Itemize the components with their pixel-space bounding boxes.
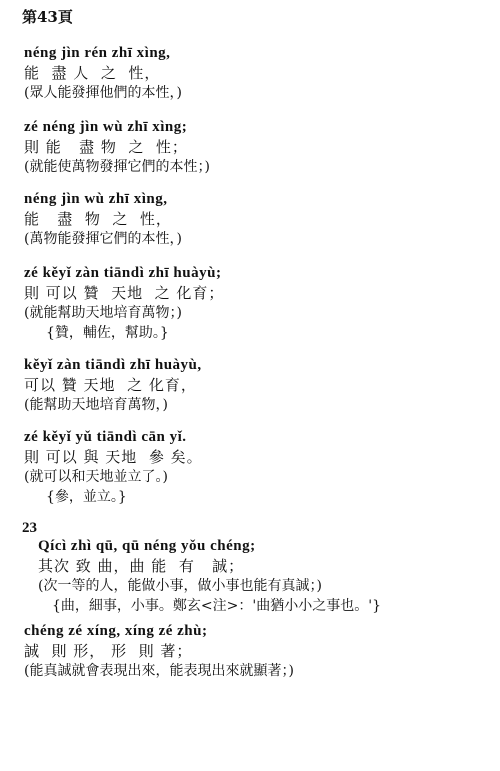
translation-line: (就能幫助天地培育萬物；)	[24, 305, 182, 321]
section-number: 23	[22, 520, 37, 536]
verse-block-1	[24, 44, 182, 103]
pinyin-line: néng jìn rén zhī xìng,	[24, 45, 171, 61]
section-block-2	[24, 622, 294, 681]
chinese-line: 能 盡 人 之 性，	[24, 64, 161, 82]
verse-block-3	[24, 190, 182, 249]
pinyin-line: néng jìn wù zhī xìng,	[24, 191, 168, 207]
page-number: 第43頁	[22, 8, 73, 26]
chinese-line: 則 能 盡 物 之 性；	[24, 138, 188, 156]
translation-line: (次一等的人，能做小事，做小事也能有真誠；)	[38, 578, 322, 594]
chinese-line: 則 可以 與 天地 參 矣。	[24, 448, 203, 466]
verse-block-6	[24, 428, 203, 507]
pinyin-line: kěyǐ zàn tiāndì zhī huàyù,	[24, 357, 202, 373]
translation-line: (能幫助天地培育萬物，)	[24, 397, 168, 413]
translation-line: (就可以和天地並立了。)	[24, 469, 168, 485]
pinyin-line: zé kěyǐ yǔ tiāndì cān yǐ.	[24, 429, 187, 445]
annotation-note: {曲，細事，小事。鄭玄<注>：'曲猶小小之事也。'}	[52, 598, 381, 614]
verse-block-5	[24, 356, 202, 415]
translation-line: (就能使萬物發揮它們的本性；)	[24, 159, 210, 175]
annotation-note: {參，並立。}	[46, 489, 127, 505]
pinyin-line: chéng zé xíng, xíng zé zhù;	[24, 623, 208, 639]
translation-line: (能真誠就會表現出來，能表現出來就顯著；)	[24, 663, 294, 679]
chinese-line: 可以 贊 天地 之 化育，	[24, 376, 197, 394]
verse-block-4	[24, 264, 224, 343]
pinyin-line: Qícì zhì qū, qū néng yǒu chéng;	[38, 538, 256, 554]
section-block-1	[24, 537, 381, 616]
chinese-line: 能 盡 物 之 性，	[24, 210, 172, 228]
annotation-note: {贊，輔佐，幫助。}	[46, 325, 169, 341]
verse-block-2	[24, 118, 210, 177]
chinese-line: 其次 致 曲，曲 能 有 誠；	[38, 557, 245, 575]
chinese-line: 誠 則 形， 形 則 著；	[24, 642, 193, 660]
chinese-line: 則 可以 贊 天地 之 化育；	[24, 284, 225, 302]
pinyin-line: zé kěyǐ zàn tiāndì zhī huàyù;	[24, 265, 222, 281]
translation-line: (眾人能發揮他們的本性，)	[24, 85, 182, 101]
pinyin-line: zé néng jìn wù zhī xìng;	[24, 119, 188, 135]
translation-line: (萬物能發揮它們的本性，)	[24, 231, 182, 247]
